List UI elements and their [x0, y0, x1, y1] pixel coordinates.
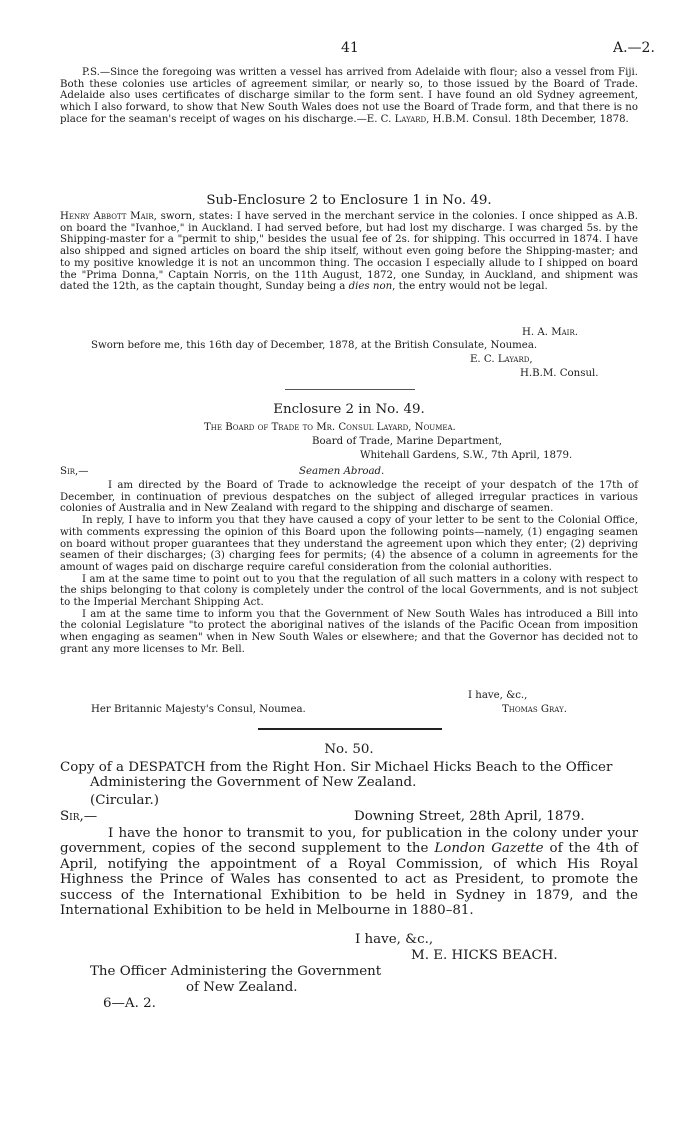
despatch-recipient-line-2: of New Zealand. — [186, 980, 298, 995]
despatch-signer: M. E. HICKS BEACH. — [411, 948, 558, 963]
page-number: 41 — [341, 40, 359, 56]
circular-label: (Circular.) — [90, 793, 159, 808]
letter-address-line-1: Board of Trade, Marine Department, — [312, 436, 503, 447]
sworn-statement: Sworn before me, this 16th day of December, 1878, at the British Consulate, Noumea. — [91, 340, 538, 351]
despatch-salutation: Sir,— — [60, 809, 98, 824]
enclosure-2-body — [60, 480, 638, 656]
letter-paragraph-3: I am at the same time to point out to you that the regulation of all such matters in a colony with respect to the ships belonging to that colony is completely under the control of the local Governments, and is not subject to the Imperial Merchant Shipping Act. — [60, 573, 638, 609]
gazette-title: London Gazette — [434, 841, 544, 857]
section-divider — [285, 389, 415, 390]
postscript-signer: Layard — [394, 113, 427, 125]
despatch-date: Downing Street, 28th April, 1879. — [354, 809, 585, 824]
despatch-body-2: of the 4th of April, notifying the appointment of a Royal Commission, of which His Royal Highness the Prince of Wales has consented to act as President, to promote the success of the International Exhibition to be held in Sydney in 1879, and the International Exhibition to be held in Melbourne in 1880–81. — [60, 841, 638, 919]
letter-recipient: Her Britannic Majesty's Consul, Noumea. — [91, 704, 306, 715]
postscript-signer-tail: , H.B.M. Consul. 18th December, 1878. — [426, 113, 629, 125]
deposition-text-1: , sworn, states: I have served in the merchant service in the colonies. I once shipped as A.B. on board the "Ivanhoe," in Auckland. I had served before, but had lost my discharge. I was charged 5s. by the Shipping-master for a "permit to ship," besides the usual fee of 2s. for shipping. This occurred in 1874. I have also shipped and signed articles on board the ship itself, without even going before the Shipping-master; and to my positive knowledge it is not an uncommon thing. The occasion I especially allude to I shipped on board the "Prima Donna," Captain Norris, on the 11th August, 1872, one Sunday, in Auckland, and shipment was dated the 12th, as the captain thought, Sunday being a — [60, 211, 639, 293]
letter-closing: I have, &c., — [468, 690, 528, 701]
deponent-signature: H. A. Mair. — [522, 327, 578, 338]
despatch-body — [60, 826, 638, 918]
enclosure-2-subtitle: The Board of Trade to Mr. Consul Layard, Noumea. — [204, 422, 456, 433]
letter-paragraph-2: In reply, I have to inform you that they have caused a copy of your letter to be sent to the Colonial Office, with comments expressing the opinion of this Board upon the following points—namely, (1) engaging seamen on board without proper guarantees that they understand the agreement upon which they enter; (2) depriving seamen of their discharges; (3) charging fees for permits; (4) the absence of a column in agreements for the amount of wages paid on discharge require careful consideration from the colonial authorities. — [60, 515, 638, 573]
letter-paragraph-4: I am at the same time to inform you that the Government of New South Wales has introduced a Bill into the colonial Legislature "to protect the aboriginal natives of the islands of the Pacific Ocean from imposition when engaging as seamen" when in New South Wales or elsewhere; and that the Governor has decided not to grant any more licenses to Mr. Bell. — [60, 608, 638, 655]
postscript-paragraph — [60, 67, 638, 126]
letter-signer: Thomas Gray. — [502, 704, 567, 715]
consul-title: H.B.M. Consul. — [520, 368, 599, 379]
deponent-name: Henry Abbott Mair — [60, 211, 154, 222]
despatch-title — [60, 760, 638, 791]
enclosure-2-title: Enclosure 2 in No. 49. — [273, 402, 425, 417]
despatch-number: No. 50. — [324, 742, 374, 757]
letter-address-line-2: Whitehall Gardens, S.W., 7th April, 1879. — [360, 450, 573, 461]
sub-enclosure-body — [60, 211, 638, 293]
signature-mark: 6—A. 2. — [103, 996, 156, 1011]
consul-name: E. C. Layard, — [470, 354, 533, 365]
letter-salutation: Sir,— — [60, 466, 89, 477]
despatch-closing: I have, &c., — [355, 932, 434, 947]
sub-enclosure-title: Sub-Enclosure 2 to Enclosure 1 in No. 49. — [206, 193, 492, 208]
document-reference: A.—2. — [613, 40, 655, 56]
thick-section-divider — [258, 728, 442, 730]
despatch-recipient-line-1: The Officer Administering the Government — [90, 964, 382, 979]
deposition-text-2: , the entry would not be legal. — [392, 281, 548, 293]
dies-non-phrase: dies non — [348, 281, 393, 293]
postscript-text: P.S.—Since the foregoing was written a vessel has arrived from Adelaide with flour; also a vessel from Fiji. Both these colonies use articles of agreement similar, or nearly so, to those issued by the Board of Trade. Adelaide also uses certificates of discharge similar to the form sent. I have found an old Sydney agreement, which I also forward, to show that New South Wales does not use the Board of Trade form, and that there is no place for the seaman's receipt of wages on his discharge.—E. C. — [60, 67, 638, 125]
despatch-body-1: I have the honor to transmit to you, for publication in the colony under your government, copies of the second supplement to the — [60, 826, 638, 857]
letter-paragraph-1: I am directed by the Board of Trade to acknowledge the receipt of your despatch of the 17th of December, in continuation of previous despatches on the subject of alleged irregular practices in various colonies of Australia and in New Zealand with regard to the shipping and discharge of seamen. — [60, 480, 638, 515]
despatch-title-text: Copy of a DESPATCH from the Right Hon. Sir Michael Hicks Beach to the Officer Administering the Government of New Zealand. — [60, 760, 613, 791]
letter-subject: Seamen Abroad. — [299, 466, 385, 477]
